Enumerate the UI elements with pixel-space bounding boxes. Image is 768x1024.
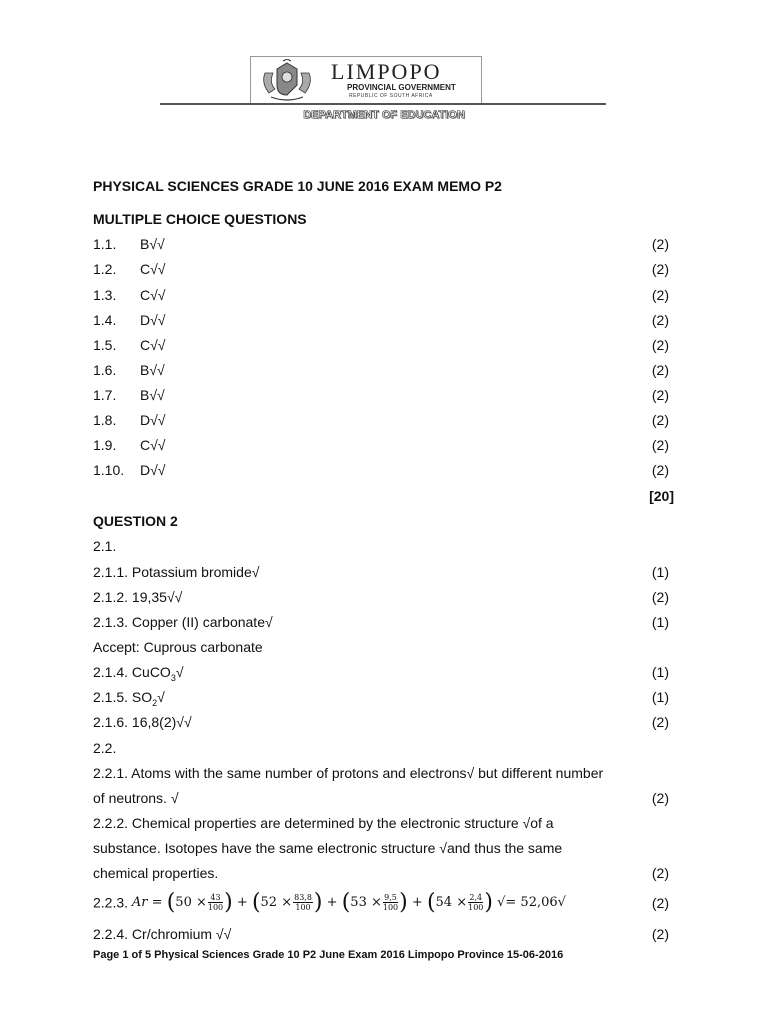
mcq-row: 1.9. C√√ (2) xyxy=(93,437,669,453)
header-rule xyxy=(160,103,606,105)
q-2-1-3-accept: Accept: Cuprous carbonate xyxy=(93,639,263,655)
q-2-2: 2.2. xyxy=(93,740,117,756)
coat-of-arms-icon xyxy=(257,59,317,101)
mcq-heading: MULTIPLE CHOICE QUESTIONS xyxy=(93,211,307,227)
q-2-2-1-line1: 2.2.1. Atoms with the same number of protons and electrons√ but different number xyxy=(93,765,604,781)
mcq-row: 1.8. D√√ (2) xyxy=(93,412,669,428)
mcq-row: 1.6. B√√ (2) xyxy=(93,362,669,378)
mcq-row: 1.5. C√√ (2) xyxy=(93,337,669,353)
q-2-2-4: 2.2.4. Cr/chromium √√ (2) xyxy=(93,926,669,942)
brand-country: REPUBLIC OF SOUTH AFRICA xyxy=(349,93,433,99)
department-name: DEPARTMENT OF EDUCATION xyxy=(303,109,465,121)
q-2-1-6: 2.1.6. 16,8(2)√√ (2) xyxy=(93,714,669,730)
q-2-1: 2.1. xyxy=(93,538,117,554)
brand-subtitle: PROVINCIAL GOVERNMENT xyxy=(347,83,456,92)
mcq-row: 1.10. D√√ (2) xyxy=(93,462,669,478)
letterhead xyxy=(250,56,482,104)
page-footer: Page 1 of 5 Physical Sciences Grade 10 P2 June Exam 2016 Limpopo Province 15-06-2016 xyxy=(93,949,564,961)
relative-atomic-mass-formula: Ar = (50 × $\frac{43}{100}$ ) + (52 × $\frac{83,8}{100}$ ) + (53 × $\frac{9,5}{100}$ ) + (54 × $\frac{2,4}{100}$ ) √= 52,06√ xyxy=(131,890,566,915)
mcq-row: 1.7. B√√ (2) xyxy=(93,387,669,403)
brand-name: LIMPOPO xyxy=(331,59,442,84)
q-2-2-3: 2.2.3. Ar = (50 × $\frac{43}{100}$ ) + (52 × $\frac{83,8}{100}$ ) + (53 × $\frac{9,5}{100}$ ) + (54 × $\frac{2,4}{100}$ ) √= 52,06√ (2) xyxy=(93,890,669,915)
mcq-row: 1.1. B√√ (2) xyxy=(93,236,669,252)
mcq-row: 1.2. C√√ (2) xyxy=(93,261,669,277)
question-2-heading: QUESTION 2 xyxy=(93,513,178,529)
q-2-1-3: 2.1.3. Copper (II) carbonate√ (1) xyxy=(93,614,669,630)
q-2-1-4: 2.1.4. CuCO$_3$√ (1) xyxy=(93,664,669,683)
q-2-2-1-line2: of neutrons. √ (2) xyxy=(93,790,669,806)
q-2-2-2-line1: 2.2.2. Chemical properties are determined by the electronic structure √of a xyxy=(93,815,554,831)
q-2-2-2-line3: chemical properties. (2) xyxy=(93,865,669,881)
q-2-1-1: 2.1.1. Potassium bromide√ (1) xyxy=(93,564,669,580)
mcq-row: 1.4. D√√ (2) xyxy=(93,312,669,328)
mcq-total: [20] xyxy=(649,488,674,504)
q-2-2-2-line2: substance. Isotopes have the same electronic structure √and thus the same xyxy=(93,840,563,856)
q-2-1-5: 2.1.5. $SO_2√$ (1) xyxy=(93,689,669,708)
mcq-row: 1.3. C√√ (2) xyxy=(93,287,669,303)
document-title: PHYSICAL SCIENCES GRADE 10 JUNE 2016 EXAM MEMO P2 xyxy=(93,178,502,194)
q-2-1-2: 2.1.2. 19,35√√ (2) xyxy=(93,589,669,605)
